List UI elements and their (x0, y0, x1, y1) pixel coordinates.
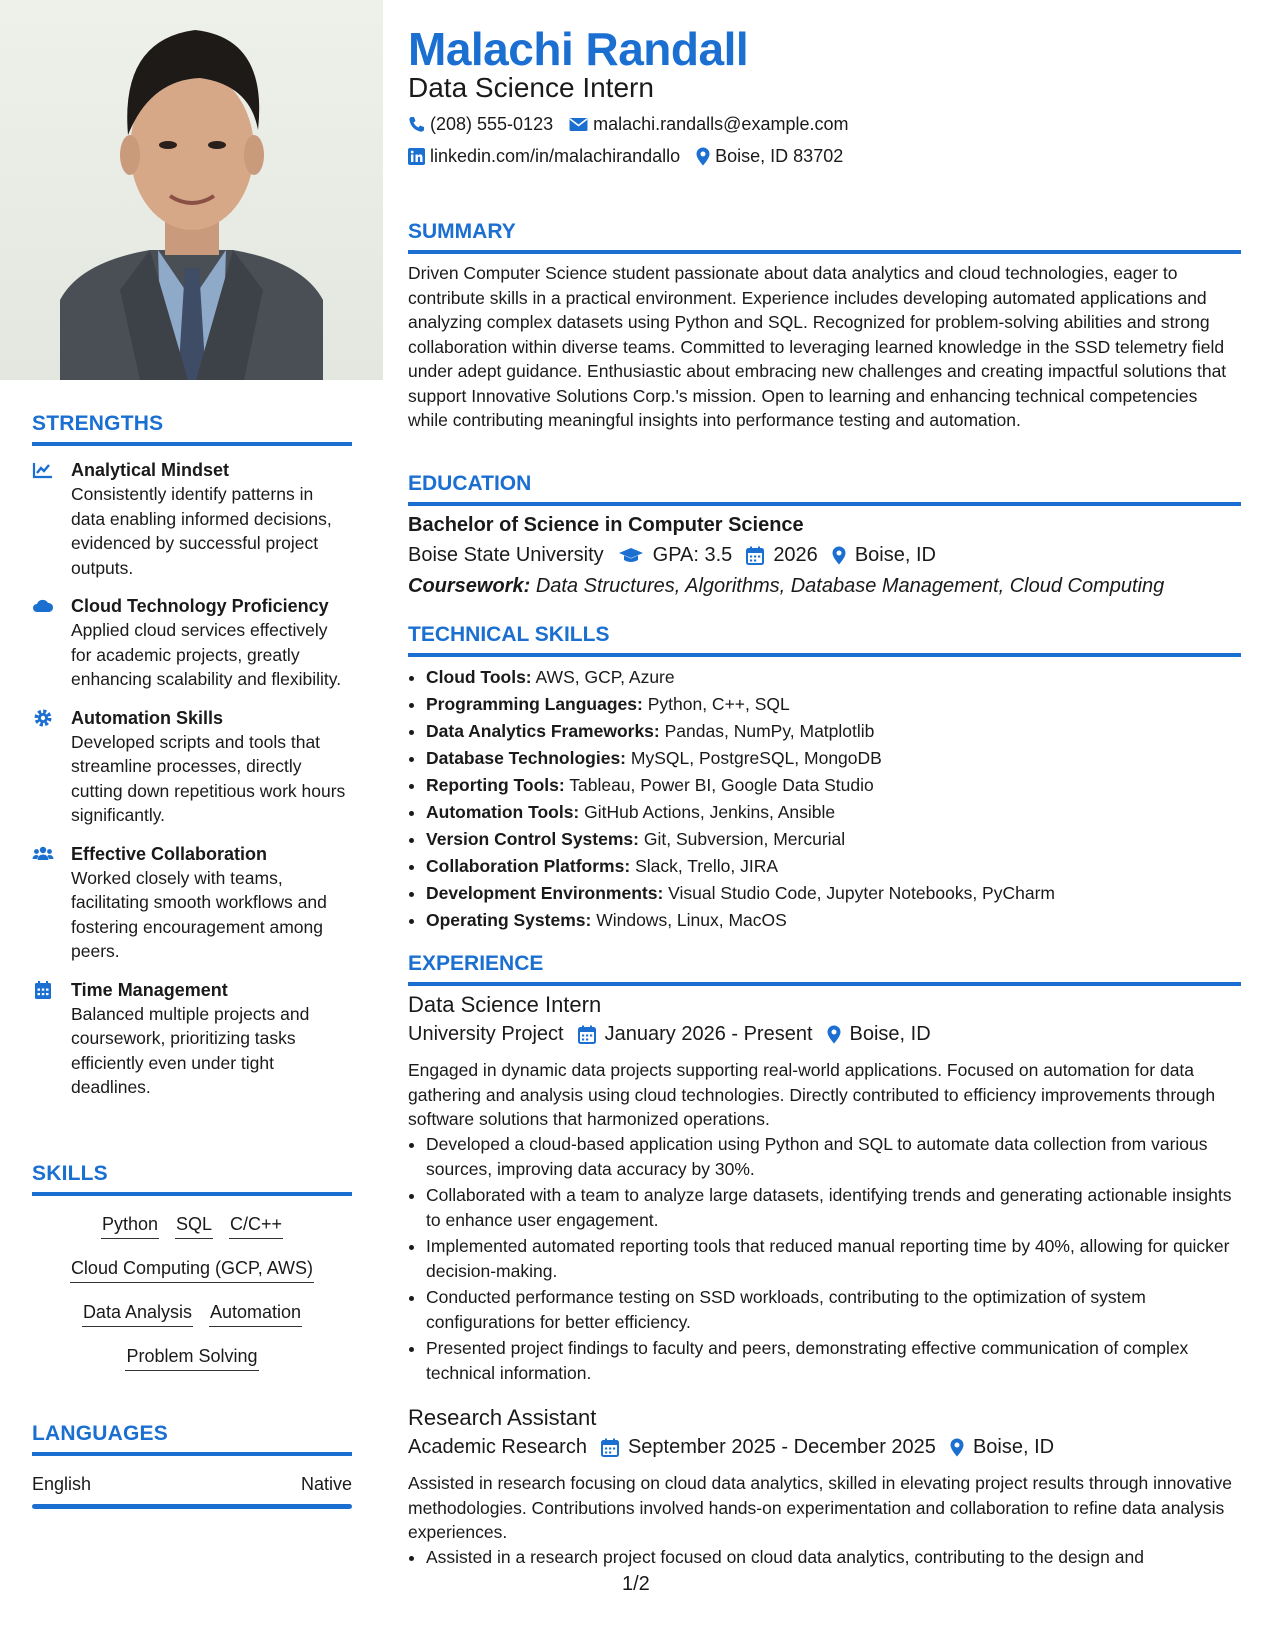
skill-category: Cloud Tools: (426, 667, 532, 687)
list-item (426, 772, 1055, 799)
list-item: • Conducted performance testing on SSD workloads, contributing to the optimization of system configurations for better efficiency. (426, 1285, 1241, 1334)
candidate-role: Data Science Intern (408, 72, 654, 103)
strength-item (32, 458, 352, 580)
skill-category: Database Technologies: (426, 748, 627, 768)
strength-title: Effective Collaboration (71, 843, 268, 864)
education-heading: EDUCATION (408, 472, 1241, 506)
skill-category: Operating Systems: (426, 910, 592, 930)
strength-item (32, 594, 352, 692)
job-meta (408, 1023, 931, 1046)
skill-category: Programming Languages: (426, 694, 643, 714)
skill-tag: Data Analysis (82, 1300, 193, 1327)
skill-values: Slack, Trello, JIRA (635, 856, 779, 876)
calendar-icon (32, 980, 54, 1000)
job-summary: Assisted in research focusing on cloud data analytics, skilled in elevating project results through innovative methodologies. Contributions involved hands-on experimentation and collaboration to refine data analysis experiences. (408, 1473, 1232, 1542)
email-link[interactable]: malachi.randalls@example.com (593, 114, 849, 134)
strength-title: Time Management (71, 979, 228, 1000)
skill-tag: Problem Solving (125, 1344, 258, 1371)
list-item: • Developed a cloud-based application using Python and SQL to automate data collection from various sources, improving data accuracy by 30%. (426, 1132, 1241, 1181)
skill-values: MySQL, PostgreSQL, MongoDB (630, 748, 882, 768)
location-pin-icon (827, 1025, 841, 1044)
list-item (426, 826, 1055, 853)
users-icon (32, 844, 54, 864)
skill-values: Python, C++, SQL (647, 694, 790, 714)
job-bullets (408, 1132, 1241, 1387)
location-pin-icon (696, 147, 710, 166)
list-item (426, 880, 1055, 907)
strength-item (32, 706, 352, 828)
strengths-section (32, 412, 352, 1100)
language-row (32, 1474, 352, 1495)
list-item: • Assisted in a research project focused on cloud data analytics, contributing to the design and (426, 1545, 1241, 1570)
contact-row (408, 114, 864, 135)
language-name: English (32, 1474, 92, 1494)
strength-desc: Applied cloud services effectively for academic projects, greatly enhancing scalability and flexibility. (71, 620, 342, 689)
job-dates: January 2026 - Present (604, 1023, 813, 1045)
strength-desc: Balanced multiple projects and coursework, prioritizing tasks efficiently even under tight deadlines. (71, 1003, 310, 1097)
skill-values: Git, Subversion, Mercurial (643, 829, 846, 849)
language-level: Native (300, 1474, 352, 1494)
job-meta (408, 1436, 1054, 1459)
list-item: • Implemented automated reporting tools that reduced manual reporting time by 40%, allowing for quicker decision-making. (426, 1234, 1241, 1283)
graduation-year: 2026 (773, 544, 818, 566)
linkedin-icon (408, 148, 425, 165)
job-location: Boise, ID (849, 1023, 931, 1045)
strength-item (32, 842, 352, 964)
skill-values: Pandas, NumPy, Matplotlib (664, 721, 875, 741)
languages-section (32, 1422, 352, 1509)
skill-category: Automation Tools: (426, 802, 580, 822)
location-pin-icon (950, 1438, 964, 1457)
list-item (426, 907, 1055, 934)
strength-title: Automation Skills (71, 707, 224, 728)
skill-values: Visual Studio Code, Jupyter Notebooks, PyCharm (668, 883, 1055, 903)
graduation-cap-icon (618, 547, 644, 565)
phone-icon (408, 116, 425, 133)
list-item (426, 799, 1055, 826)
location-pin-icon (832, 546, 846, 565)
list-item (426, 691, 1055, 718)
technical-skills-list (408, 664, 1055, 934)
skill-tag: Automation (209, 1300, 302, 1327)
page-number: 1/2 (622, 1573, 650, 1595)
summary-heading: SUMMARY (408, 220, 1241, 254)
list-item (426, 718, 1055, 745)
strength-item (32, 978, 352, 1100)
coursework-line (408, 575, 1164, 598)
job-dates: September 2025 - December 2025 (627, 1436, 936, 1458)
chart-line-icon (32, 460, 54, 480)
gpa-text: GPA: 3.5 (652, 544, 733, 566)
cloud-icon (32, 596, 54, 616)
list-item (426, 853, 1055, 880)
list-item: • Presented project findings to faculty and peers, demonstrating effective communication of complex technical information. (426, 1336, 1241, 1385)
skill-category: Reporting Tools: (426, 775, 565, 795)
strength-desc: Developed scripts and tools that streamline processes, directly cutting down repetitious work hours significantly. (71, 731, 346, 825)
job-location: Boise, ID (972, 1436, 1055, 1458)
candidate-name: Malachi Randall (408, 23, 749, 75)
school-name: Boise State University (408, 544, 604, 566)
strength-title: Analytical Mindset (71, 460, 230, 480)
skill-values: GitHub Actions, Jenkins, Ansible (584, 802, 836, 822)
skill-category: Version Control Systems: (426, 829, 639, 849)
skill-tag: C/C++ (229, 1212, 283, 1239)
sidebar (0, 0, 383, 1650)
profile-photo (0, 0, 383, 380)
skill-tag: Cloud Computing (GCP, AWS) (70, 1256, 314, 1283)
job-title: Research Assistant (408, 1405, 597, 1430)
location-text: Boise, ID 83702 (715, 146, 844, 166)
list-item: • Collaborated with a team to analyze large datasets, identifying trends and generating actionable insights to enhance user engagement. (426, 1183, 1241, 1232)
skills-section (32, 1162, 352, 1372)
strength-title: Cloud Technology Proficiency (71, 596, 329, 616)
job-title: Data Science Intern (408, 992, 602, 1017)
gear-icon (32, 708, 54, 728)
strength-desc: Worked closely with teams, facilitating smooth workflows and fostering encouragement among peers. (71, 867, 327, 961)
job-org: University Project (408, 1023, 564, 1045)
skill-category: Development Environments: (426, 883, 664, 903)
phone-text: (208) 555-0123 (430, 114, 554, 134)
skill-values: Windows, Linux, MacOS (596, 910, 787, 930)
experience-heading: EXPERIENCE (408, 952, 1241, 986)
language-level-bar (32, 1504, 352, 1509)
summary-text: Driven Computer Science student passionate about data analytics and cloud technologies, eager to contribute skills in a practical environment. Experience includes developing automated applications and analyzing complex datasets using Python and SQL. Recognized for problem-solving abilities and strong collaboration within diverse teams. Committed to leveraging learned knowledge in the SSD telemetry field under adept guidance. Enthusiastic about embracing new challenges and creating impactful solutions that support Innovative Solutions Corp.'s mission. Open to learning and enhancing technical competencies while contributing meaningful insights into performance testing and automation. (408, 263, 1227, 430)
email-icon (569, 117, 588, 132)
contact-row (408, 146, 859, 167)
job-bullets (408, 1545, 1241, 1572)
technical-skills-heading: TECHNICAL SKILLS (408, 623, 1241, 657)
calendar-icon (746, 546, 764, 565)
linkedin-link[interactable]: linkedin.com/in/malachirandallo (430, 146, 681, 166)
skill-category: Collaboration Platforms: (426, 856, 631, 876)
calendar-icon (578, 1025, 596, 1044)
school-location: Boise, ID (854, 544, 936, 566)
coursework-text: Data Structures, Algorithms, Database Management, Cloud Computing (535, 575, 1165, 597)
list-item (426, 745, 1055, 772)
coursework-label: Coursework: (408, 575, 531, 597)
skill-values: Tableau, Power BI, Google Data Studio (569, 775, 874, 795)
strength-desc: Consistently identify patterns in data enabling informed decisions, evidenced by successful project outputs. (71, 484, 332, 578)
skills-heading: SKILLS (32, 1162, 352, 1196)
list-item (426, 664, 1055, 691)
languages-heading: LANGUAGES (32, 1422, 352, 1456)
skill-category: Data Analytics Frameworks: (426, 721, 660, 741)
job-org: Academic Research (408, 1436, 587, 1458)
calendar-icon (601, 1438, 619, 1457)
skill-tag: SQL (175, 1212, 213, 1239)
skill-values: AWS, GCP, Azure (535, 667, 675, 687)
skill-tag: Python (101, 1212, 159, 1239)
job-summary: Engaged in dynamic data projects supporting real-world applications. Focused on automation for data gathering and analysis using cloud technologies. Directly contributed to efficiency improvements through software solutions that harmonized operations. (408, 1060, 1216, 1129)
degree-title: Bachelor of Science in Computer Science (408, 514, 804, 536)
education-meta (408, 544, 936, 567)
strengths-heading: STRENGTHS (32, 412, 352, 446)
